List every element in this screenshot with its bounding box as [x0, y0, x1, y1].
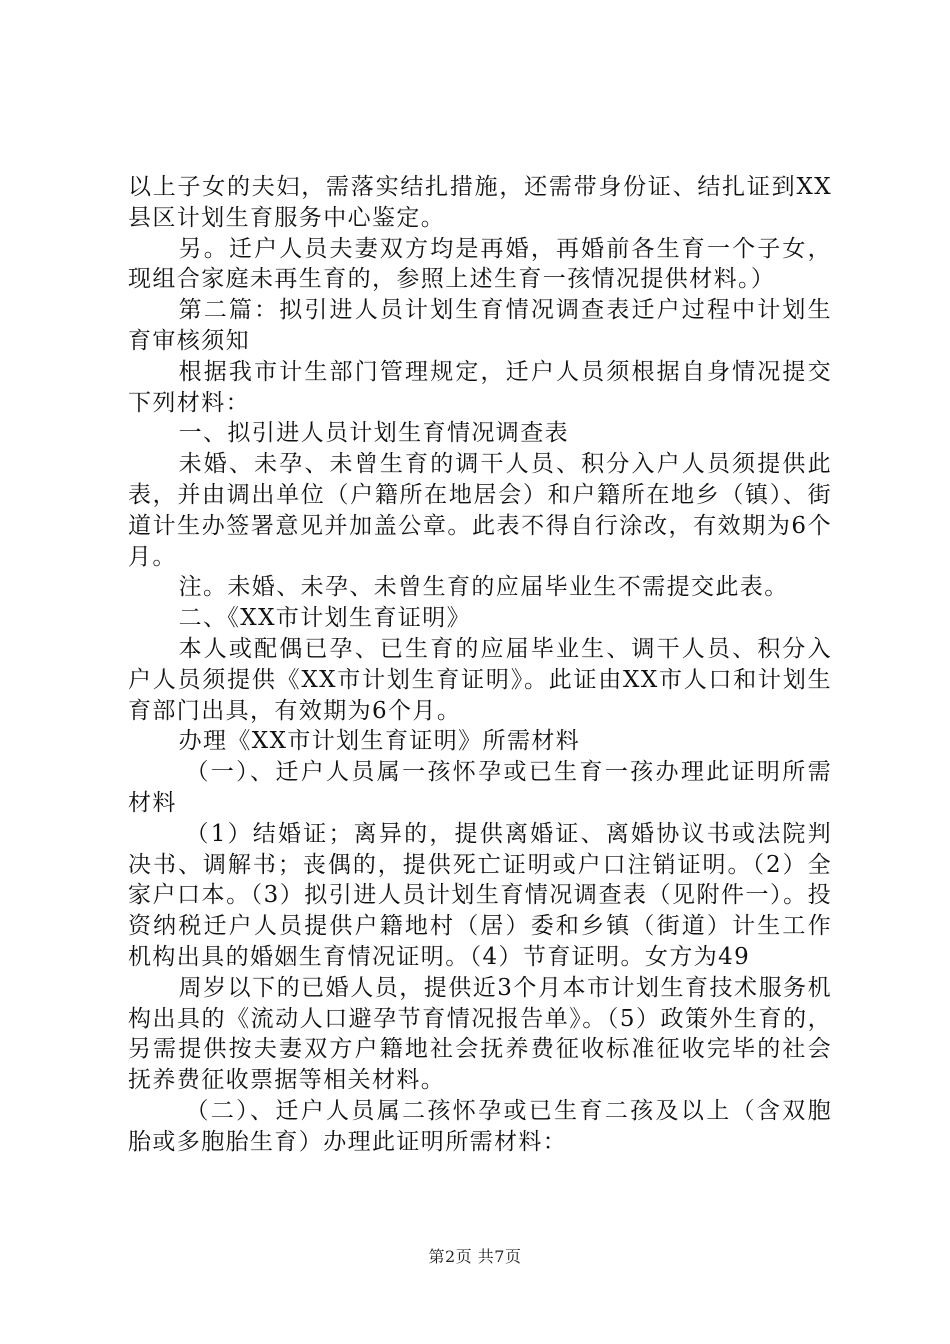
paragraph-12: （1）结婚证；离异的，提供离婚证、离婚协议书或法院判决书、调解书；丧偶的，提供死亡证明或户口注销证明。（2）全家户口本。（3）拟引进人员计划生育情况调查表（见附件一）。投资纳税迁户人员提供户籍地村（居）委和乡镇（街道）计生工作机构出具的婚姻生育情况证明。（4）节育证明。女方为49 — [128, 820, 832, 970]
paragraph-9: 本人或配偶已孕、已生育的应届毕业生、调干人员、积分入户人员须提供《XX市计划生育证明》。此证由XX市人口和计划生育部门出具，有效期为6个月。 — [128, 635, 832, 724]
document-body — [128, 172, 832, 1158]
paragraph-6: 未婚、未孕、未曾生育的调干人员、积分入户人员须提供此表，并由调出单位（户籍所在地居会）和户籍所在地乡（镇）、街道计生办签署意见并加盖公章。此表不得自行涂改，有效期为6个月。 — [128, 451, 832, 570]
paragraph-1: 以上子女的夫妇，需落实结扎措施，还需带身份证、结扎证到XX县区计划生育服务中心鉴定。 — [128, 174, 832, 231]
section-heading-2: 二、《XX市计划生育证明》 — [178, 605, 472, 632]
page-number-footer: 第2页 共7页 — [428, 1247, 522, 1266]
paragraph-10: 办理《XX市计划生育证明》所需材料 — [178, 728, 581, 755]
paragraph-13: 周岁以下的已婚人员，提供近3个月本市计划生育技术服务机构出具的《流动人口避孕节育情况报告单》。（5）政策外生育的，另需提供按夫妻双方户籍地社会抚养费征收标准征收完毕的社会抚养费征收票据等相关材料。 — [128, 974, 832, 1094]
paragraph-3-heading: 第二篇：拟引进人员计划生育情况调查表迁户过程中计划生育审核须知 — [128, 297, 832, 354]
section-heading-1: 一、拟引进人员计划生育情况调查表 — [178, 420, 569, 447]
paragraph-4: 根据我市计生部门管理规定，迁户人员须根据自身情况提交下列材料： — [128, 358, 832, 416]
subsection-heading-2: （二）、迁户人员属二孩怀孕或已生育二孩及以上（含双胞胎或多胞胎生育）办理此证明所需材料： — [128, 1097, 832, 1155]
subsection-heading-1: （一）、迁户人员属一孩怀孕或已生育一孩办理此证明所需材料 — [128, 759, 832, 816]
paragraph-7-note: 注。未婚、未孕、未曾生育的应届毕业生不需提交此表。 — [178, 574, 789, 601]
paragraph-2: 另。迁户人员夫妻双方均是再婚，再婚前各生育一个子女，现组合家庭未再生育的，参照上述生育一孩情况提供材料。） — [128, 235, 832, 293]
